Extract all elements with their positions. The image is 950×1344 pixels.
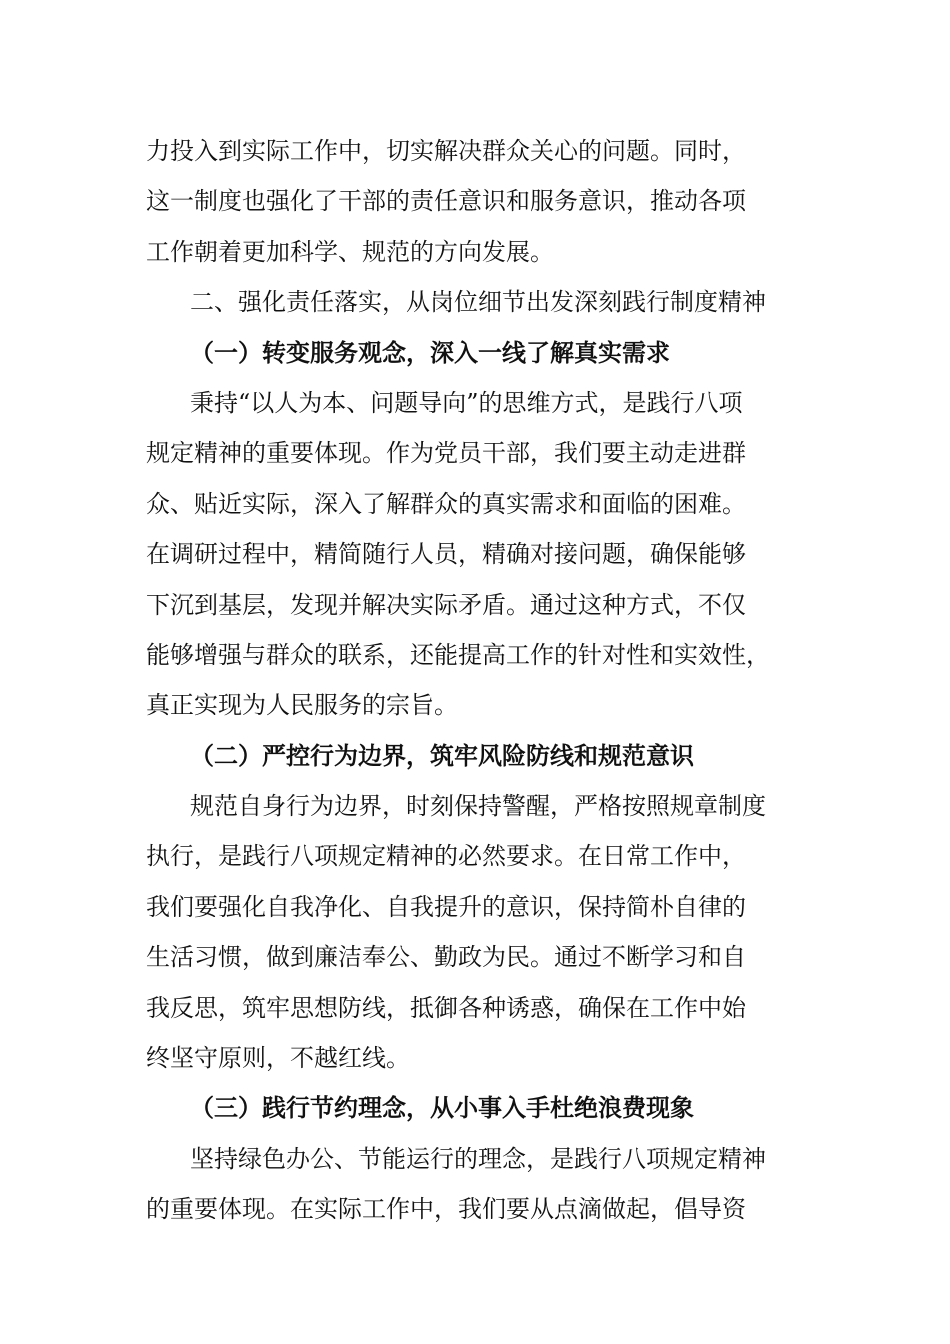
text-line: 规范自身行为边界，时刻保持警醒，严格按照规章制度 [190, 792, 766, 821]
text-line: 在调研过程中，精简随行人员，精确对接问题，确保能够 [146, 540, 746, 569]
text-line: 工作朝着更加科学、规范的方向发展。 [146, 237, 554, 266]
subsection-heading: （二）严控行为边界，筑牢风险防线和规范意识 [190, 740, 694, 770]
text-line: 坚持绿色办公、节能运行的理念，是践行八项规定精神 [190, 1144, 766, 1173]
subsection-heading: （三）践行节约理念，从小事入手杜绝浪费现象 [190, 1093, 694, 1123]
text-line: 秉持“以人为本、问题导向”的思维方式，是践行八项 [190, 388, 743, 417]
text-line: 我们要强化自我净化、自我提升的意识，保持简朴自律的 [146, 892, 746, 921]
text-line: 终坚守原则，不越红线。 [146, 1044, 410, 1073]
text-line: 执行，是践行八项规定精神的必然要求。在日常工作中， [146, 842, 746, 871]
text-line: 规定精神的重要体现。作为党员干部，我们要主动走进群 [146, 439, 746, 468]
section-heading: 二、强化责任落实，从岗位细节出发深刻践行制度精神 [190, 288, 766, 317]
text-line: 真正实现为人民服务的宗旨。 [146, 691, 458, 720]
text-line: 众、贴近实际，深入了解群众的真实需求和面临的困难。 [146, 489, 746, 518]
subsection-heading: （一）转变服务观念，深入一线了解真实需求 [190, 337, 670, 367]
text-line: 的重要体现。在实际工作中，我们要从点滴做起，倡导资 [146, 1195, 746, 1224]
text-line: 能够增强与群众的联系，还能提高工作的针对性和实效性， [146, 640, 770, 669]
text-line: 这一制度也强化了干部的责任意识和服务意识，推动各项 [146, 187, 746, 216]
text-line: 下沉到基层，发现并解决实际矛盾。通过这种方式，不仅 [146, 590, 746, 619]
text-line: 生活习惯，做到廉洁奉公、勤政为民。通过不断学习和自 [146, 943, 746, 972]
text-line: 力投入到实际工作中，切实解决群众关心的问题。同时， [146, 137, 746, 165]
text-line: 我反思，筑牢思想防线，抵御各种诱惑，确保在工作中始 [146, 993, 746, 1022]
document-body [146, 126, 806, 1235]
